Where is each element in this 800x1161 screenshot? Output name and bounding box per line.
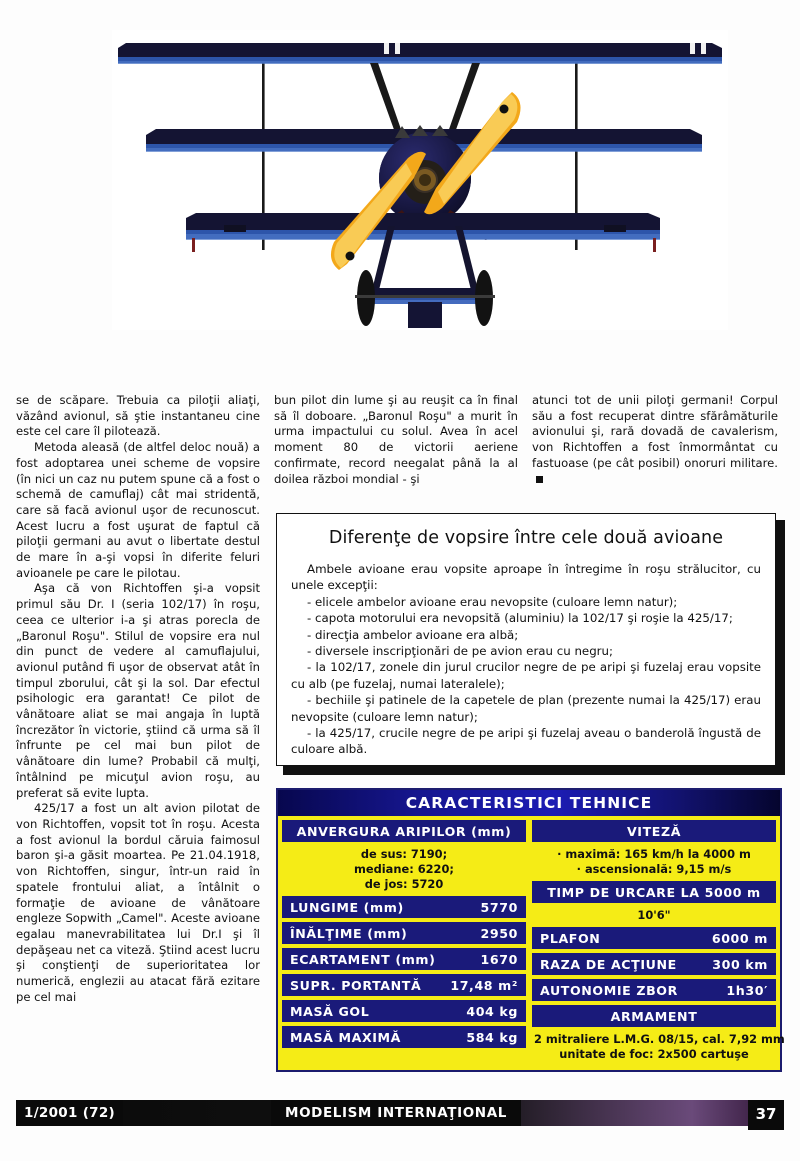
tech-value-line: unitate de foc: 2x500 cartuşe	[559, 1047, 749, 1061]
panel-bullet: - la 425/17, crucile negre de pe aripi şi fuzelaj aveau o banderolă îngustă de culoare albă.	[291, 726, 761, 757]
tech-row-value: 1h30′	[726, 982, 768, 998]
tech-row	[282, 974, 526, 996]
tech-value-line: 10'6"	[637, 908, 671, 922]
tech-row-value: 300 km	[712, 956, 768, 972]
article-column-3	[532, 393, 778, 487]
article-column-2	[274, 393, 518, 487]
tech-row	[282, 820, 526, 842]
footer-page-number: 37	[748, 1100, 784, 1130]
tech-row	[532, 979, 776, 1001]
tech-row	[282, 922, 526, 944]
tech-row	[282, 948, 526, 970]
tech-row-label: TIMP DE URCARE LA 5000 m	[547, 884, 761, 900]
panel-box	[276, 513, 776, 766]
end-of-article-mark	[536, 476, 543, 483]
tech-row	[282, 1000, 526, 1022]
tech-value-text	[532, 1031, 785, 1066]
tech-row-label: ECARTAMENT (mm)	[290, 951, 436, 967]
panel-bullet: - elicele ambelor avioane erau nevopsite (culoare lemn natur);	[307, 594, 678, 609]
tech-column-left	[282, 820, 526, 1066]
tech-row-value: 404 kg	[466, 1003, 518, 1019]
tech-row	[532, 820, 776, 842]
tech-row-label: RAZA DE ACŢIUNE	[540, 956, 677, 972]
tech-row-value: 6000 m	[711, 930, 768, 946]
tech-column-right	[532, 820, 785, 1066]
article-column-1	[16, 393, 260, 1005]
footer-magazine-title: MODELISM INTERNAŢIONAL	[271, 1100, 521, 1126]
tech-row-value: 17,48 m²	[450, 977, 518, 993]
tech-value-text	[282, 846, 526, 896]
tech-row	[532, 953, 776, 975]
panel-bullet: - capota motorului era nevopsită (aluminiu) la 102/17 şi roşie la 425/17;	[307, 611, 733, 626]
tech-table-title: CARACTERISTICI TEHNICE	[278, 790, 780, 816]
aircraft-photo	[112, 30, 728, 330]
tech-table-columns	[278, 816, 785, 1070]
tech-row-label: ARMAMENT	[610, 1008, 698, 1024]
tech-value-line: de jos: 5720	[364, 877, 444, 891]
article-text: atunci tot de unii piloţi germani! Corpul său a fost recuperat dintre sfărâmăturile avionului şi, rară dovadă de cavalerism, von Richtoffen a fost înmormântat cu fastuoase (pe cât posibil) onoruri militare.	[532, 393, 778, 470]
page-footer	[16, 1098, 784, 1130]
fokker-dr1-illustration	[112, 30, 728, 330]
panel-bullet: - diversele inscripţionări de pe avion erau cu negru;	[307, 644, 613, 659]
tech-row-value: 1670	[480, 951, 518, 967]
tech-value-line: de sus: 7190;	[360, 847, 448, 861]
tech-row-label: AUTONOMIE ZBOR	[540, 982, 678, 998]
tech-value-text	[532, 846, 776, 881]
tech-value-line: · ascensională: 9,15 m/s	[576, 862, 732, 876]
footer-issue: 1/2001 (72)	[16, 1100, 123, 1126]
tech-row-label: VITEZĂ	[626, 823, 682, 839]
article-paragraph	[532, 393, 778, 487]
tech-row-label: LUNGIME (mm)	[290, 899, 404, 915]
panel-intro: Ambele avioane erau vopsite aproape în întregime în roşu strălucitor, cu unele excepţii:	[291, 562, 761, 593]
panel-bullet: - bechiile şi patinele de la capetele de plan (prezente numai la 425/17) erau nevopsite (culoare lemn natur);	[291, 693, 761, 724]
tech-row-label: ANVERGURA ARIPILOR (mm)	[296, 823, 512, 839]
article-paragraph: bun pilot din lume şi au reuşit ca în final să îl doboare. „Baronul Roşu" a murit în urma impactului cu solul. Avea în acel moment 80 de victorii aeriene confirmate, record neegalat până la al doilea război mondial - şi	[274, 393, 518, 486]
tech-value-line: · maximă: 165 km/h la 4000 m	[557, 847, 751, 861]
article-paragraph: Aşa că von Richtoffen şi-a vopsit primul său Dr. I (seria 102/17) în roşu, ceea ce ulterior i-a şi atras porecla de „Baronul Roşu". Stilul de vopsire era nul din punct de vedere al camuflajului, avionul putând fi uşor de observat atât în timpul zborului, cât şi la sol. Dar efectul psihologic era garantat! Ce pilot de vânătoare aliat se mai angaja în luptă încrezător în victorie, ştiind că urma să îl înfrunte pe cel mai bun pilot de vânătoare din lume? Probabil că mulţi, întâlnind pe micuţul avion roşu, au preferat să evite lupta.	[16, 581, 260, 800]
panel-bullet: - la 102/17, zonele din jurul crucilor negre de pe aripi şi fuzelaj erau vopsite cu alb (pe fuzelaj, numai lateralele);	[291, 660, 761, 691]
article-paragraph: 425/17 a fost un alt avion pilotat de von Richtoffen, vopsit tot în roşu. Acesta a fost avionul la bordul căruia faimosul baron şi-a găsit moartea. Pe 21.04.1918, von Richtoffen, singur, într-un raid în spatele frontului aliat, a întâlnit o formaţie de avioane de vânătoare engleze Sopwith „Camel". Aceste avioane egalau manevrabilitatea lui Dr.I şi îl depăşeau net ca viteză. Ştiind acest lucru şi conştienţi de superioritatea lor numerică, englezii au atacat fără ezitare pe cel mai	[16, 801, 260, 1004]
technical-specifications-table	[276, 788, 785, 1072]
tech-row	[532, 927, 776, 949]
tech-value-line: mediane: 6220;	[354, 862, 454, 876]
tech-row-value: 5770	[480, 899, 518, 915]
tech-row	[282, 896, 526, 918]
tech-row-label: ÎNĂLŢIME (mm)	[290, 925, 408, 941]
tech-row-label: MASĂ MAXIMĂ	[290, 1029, 402, 1045]
tech-row	[532, 1005, 776, 1027]
tech-row-label: SUPR. PORTANTĂ	[290, 977, 422, 993]
tech-row-label: PLAFON	[540, 930, 601, 946]
panel-title: Diferenţe de vopsire între cele două avioane	[328, 528, 724, 548]
panel-body	[277, 548, 775, 758]
article-paragraph: Metoda aleasă (de altfel deloc nouă) a fost adoptarea unei scheme de vopsire (în nici un caz nu putem spune că a fost o schemă de camuflaj) cât mai stridentă, care să facă avionul uşor de recunoscut. Acest lucru a fost uşurat de faptul că piloţii germani au avut o libertate destul de mare în a-şi vopsi în diferite feluri avioanele pe care le pilotau.	[16, 440, 260, 580]
tech-value-text	[532, 907, 776, 927]
tech-row	[532, 881, 776, 903]
tech-row-value: 584 kg	[466, 1029, 518, 1045]
tech-row-label: MASĂ GOL	[290, 1003, 370, 1019]
tech-row-value: 2950	[480, 925, 518, 941]
panel-bullet: - direcţia ambelor avioane era albă;	[307, 627, 519, 642]
paint-differences-panel	[276, 513, 778, 768]
tech-row	[282, 1026, 526, 1048]
article-paragraph: se de scăpare. Trebuia ca piloţii aliaţi, văzând avionul, să ştie instantaneu cine este cel care îl pilotează.	[16, 393, 260, 439]
tech-value-line: 2 mitraliere L.M.G. 08/15, cal. 7,92 mm	[534, 1032, 785, 1046]
